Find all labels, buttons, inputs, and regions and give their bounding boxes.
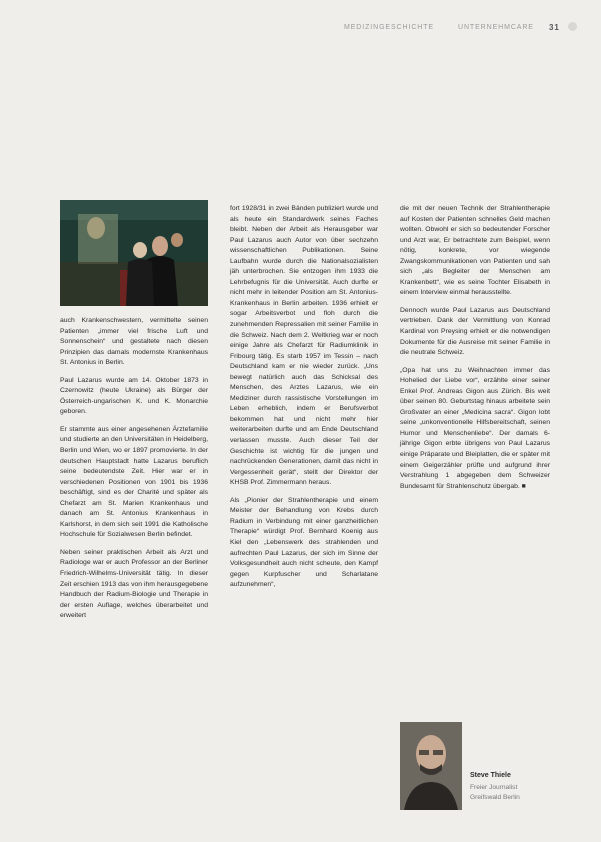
page-number: 31 xyxy=(549,23,560,32)
author-role-line: Greifswald Berlin xyxy=(470,794,520,801)
paragraph: „Opa hat uns zu Weihnachten immer das Hohelied der Liebe vor“, erzählte einer seiner Enkel Prof. Andreas Gigon aus Zürich. Bis weit über seinen 80. Geburtstag hinaus arbeitete sein Großvater an einer „Medicina sacra“. Gigon lobt seine „unkonventionelle Hilfsbereitschaft, seinen Humor und Menschenliebe“. Der damals 6-jährige Gigon erbte übrigens von Paul Lazarus einige Präparate und Bleiplatten, die er später mit einem Geigerzähler prüfte und aufgrund ihrer Verstrahlung 1 abgegeben dem Schweizer Bundesamt für Strahlenschutz übergab. ■ xyxy=(400,366,550,490)
article-column-1 xyxy=(60,316,208,622)
paragraph: Paul Lazarus wurde am 14. Oktober 1873 in Czernowitz (heute Ukraine) als Bürger der Österreich-ungarischen K. und K. Monarchie geboren. xyxy=(60,376,208,416)
paragraph: Neben seiner praktischen Arbeit als Arzt und Radiologe war er auch Professor an der Berliner Friedrich-Wilhelms-Universität tätig. In dieser Zeit erschien 1913 das von ihm herausgegebene Handbuch der Radium-Biologie und Therapie in der ersten Auflage, welches überarbeitet und erweitert xyxy=(60,548,208,620)
paragraph: Als „Pionier der Strahlentherapie und einem Meister der Behandlung von Krebs durch Radium in Verbindung mit einer ganzheitlichen Therapie“ würdigt Prof. Bernhard Koenig aus Kiel den „Lebenswerk des strahlenden und aufrechten Paul Lazarus, der sich im Sinne der Volksgesundheit auch nicht scheute, den Kampf gegen Kurpfuscher und Scharlatane aufzunehmen“, xyxy=(230,496,378,589)
paragraph: auch Krankenschwestern, vermittelte seinen Patienten „immer viel frische Luft und Sonnenschein“ und gestaltete nach diesen Prinzipien das damals modernste Krankenhaus St. Antonius in Berlin. xyxy=(60,317,208,367)
author-role-line: Freier Journalist xyxy=(470,784,518,791)
article-column-2 xyxy=(230,204,378,591)
author-name: Steve Thiele xyxy=(470,772,511,779)
header-section: MEDIZINGESCHICHTE xyxy=(344,24,434,31)
paragraph: Dennoch wurde Paul Lazarus aus Deutschland vertrieben. Dank der Vermittlung von Konrad Kardinal von Preysing erhielt er die notwendigen Dokumente für die Ausreise mit seiner Familie in die neutrale Schweiz. xyxy=(400,306,550,357)
author-portrait xyxy=(400,722,462,810)
paragraph: Er stammte aus einer angesehenen Ärztefamilie und studierte an den Universitäten in Heidelberg, Berlin und Wien, wo er 1897 promovierte. In der deutschen Hauptstadt hatte Lazarus beruflich seine bedeutendste Zeit. Hier war er in verschiedenen Positionen von 1901 bis 1936 beschäftigt, sind es der Charité und später als Chefarzt am St. Marien Krankenhaus und danach am St. Antonius Krankenhaus in Karlshorst, in dem sich seit 1991 die Katholische Hochschule für Sozialwesen Berlin befindet. xyxy=(60,425,208,539)
author-role xyxy=(470,783,520,803)
paragraph: fort 1928/31 in zwei Bänden publiziert wurde und als heute ein Standardwerk seines Faches bleibt. Neben der Arbeit als Herausgeber war Paul Lazarus auch Autor von über sechzehn wissenschaftlichen Publikationen. Seine Laufbahn wurde durch die Nationalsozialisten jäh unterbrochen. Sie entzogen ihm 1933 die Lehrbefugnis für die Universität. Auch durfte er nicht mehr in leitender Position am St. Antonius-Krankenhaus in Berlin arbeiten. 1936 erhielt er sogar Arbeitsverbot und floh durch die zunehmenden Repressalien mit seiner Familie in die Schweiz. Nach dem 2. Weltkrieg war er noch einige Jahre als Chefarzt für Radiumklinik in Fribourg tätig. Es starb 1957 im Tessin – nach Deutschland kam er nie wieder zurück. „Uns bewegt natürlich auch das Schicksal des Menschen, des Arztes Lazarus, wie ein Mediziner durch rassistische Vorstellungen im Leben erheblich, indem er Berufsverbot bekommen hat und nicht mehr hier weiterarbeiten durfte und am Ende Deutschland verlassen musste. Auch dieser Teil der Geschichte ist wichtig für die jungen und nachrückenden Generationen, damit das nicht in Vergessenheit gerät“, stellt der Direktor der KHSB Prof. Zimmermann heraus. xyxy=(230,205,378,487)
article-photo xyxy=(60,200,208,306)
header-category: UNTERNEHMCARE xyxy=(458,24,534,31)
running-header xyxy=(340,22,580,36)
paragraph: die mit der neuen Technik der Strahlentherapie auf Kosten der Patienten schnelles Geld machen wollten. Obwohl er sich so bedeutender Forscher und Arzt war, Er betrachtete zum Beispiel, wenn nötig, konkrete, vor wiegende Zwangskommunikationen von Patienten und sah sich „als Begleiter der Menschen am Krankenbett“, wie es seine Tochter Elisabeth in einem Interview einmal herausstellte. xyxy=(400,205,550,297)
page-marker-dot xyxy=(568,22,577,31)
article-column-3 xyxy=(400,204,550,492)
